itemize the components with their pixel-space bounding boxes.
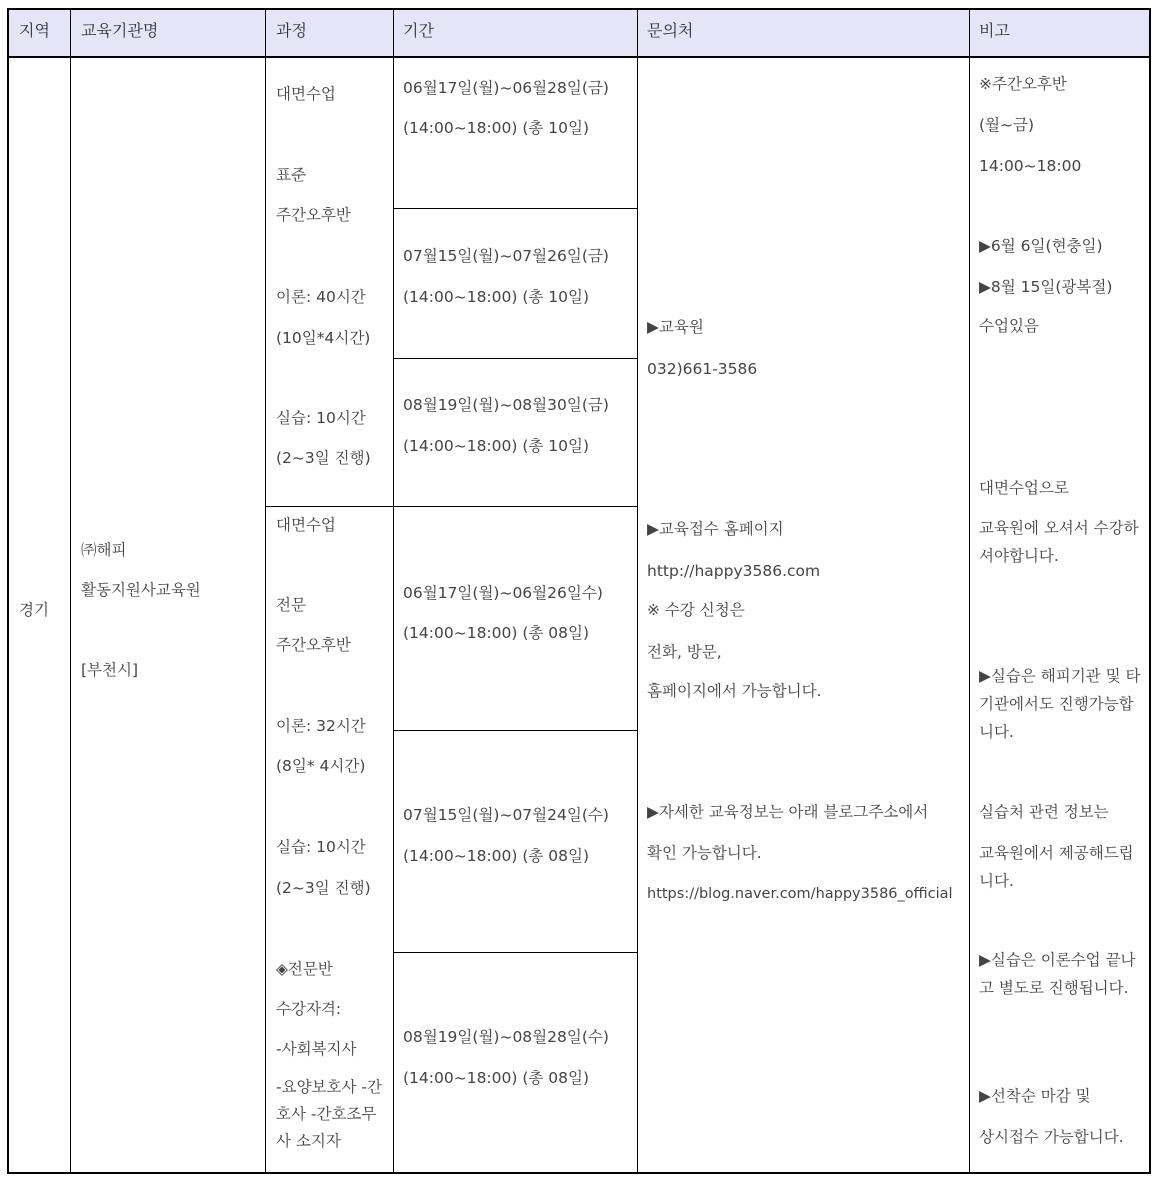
header-region: 지역 [19, 21, 50, 40]
column-divider [637, 10, 638, 1172]
course-line: 수강자격: [276, 1000, 342, 1018]
contact-line: 전화, 방문, [647, 643, 722, 661]
period-time: (14:00~18:00) (총 08일) [403, 1069, 590, 1087]
homepage-link[interactable]: http://happy3586.com [647, 562, 821, 580]
column-divider [393, 10, 394, 1172]
period-date: 06월17일(월)~06월28일(금) [403, 79, 609, 97]
note-line: 교육원에 오셔서 수강하셔야합니다. [979, 519, 1139, 565]
note-line: 14:00~18:00 [979, 157, 1082, 175]
period-time: (14:00~18:00) (총 10일) [403, 288, 590, 306]
course-line: -요양보호사 -간호사 -간호조무사 소지자 [276, 1078, 382, 1150]
header-period: 기간 [403, 21, 434, 40]
row-divider [393, 358, 638, 359]
period-time: (14:00~18:00) (총 10일) [403, 437, 590, 455]
course-line: -사회복지사 [276, 1040, 357, 1058]
region-cell: 경기 [19, 601, 49, 619]
course-line: 대면수업 [276, 85, 336, 103]
course-line: 대면수업 [276, 516, 336, 534]
note-line: ▶6월 6일(현충일) [979, 237, 1103, 255]
course-line: 이론: 32시간 [276, 717, 366, 735]
note-line: 상시접수 가능합니다. [979, 1128, 1124, 1146]
course-line: 실습: 10시간 [276, 838, 366, 856]
note-line: ▶선착순 마감 및 [979, 1087, 1091, 1105]
course-line: (2~3일 진행) [276, 449, 371, 467]
period-time: (14:00~18:00) (총 08일) [403, 624, 590, 642]
header-note: 비고 [979, 21, 1010, 40]
course-line: 주간오후반 [276, 206, 351, 224]
course-line: 표준 [276, 166, 306, 184]
period-time: (14:00~18:00) (총 08일) [403, 847, 590, 865]
course-line: ◈전문반 [276, 960, 333, 978]
row-divider [393, 730, 638, 731]
contact-line: ▶교육원 [647, 318, 704, 336]
contact-line: ▶자세한 교육정보는 아래 블로그주소에서 [647, 803, 929, 821]
note-line: 실습처 관련 정보는 [979, 803, 1109, 821]
row-divider [393, 208, 638, 209]
period-time: (14:00~18:00) (총 10일) [403, 119, 590, 137]
course-table [7, 8, 1151, 1174]
course-line: (8일* 4시간) [276, 757, 366, 775]
note-line: ▶실습은 이론수업 끝나고 별도로 진행됩니다. [979, 951, 1136, 997]
note-line: 대면수업으로 [979, 479, 1069, 497]
period-date: 07월15일(월)~07월24일(수) [403, 806, 609, 824]
column-divider [969, 10, 970, 1172]
contact-line: ▶교육접수 홈페이지 [647, 520, 784, 538]
institution-line: [부천시] [81, 661, 139, 679]
course-line: 실습: 10시간 [276, 409, 366, 427]
header-contact: 문의처 [647, 21, 694, 40]
row-divider [393, 952, 638, 953]
period-date: 08월19일(월)~08월28일(수) [403, 1028, 609, 1046]
institution-line: 활동지원사교육원 [81, 581, 201, 599]
institution-line: ㈜해피 [81, 541, 127, 559]
column-divider [70, 10, 71, 1172]
course-line: 주간오후반 [276, 636, 351, 654]
contact-phone: 032)661-3586 [647, 360, 758, 378]
column-divider [265, 10, 266, 1172]
period-date: 07월15일(월)~07월26일(금) [403, 247, 609, 265]
course-line: 이론: 40시간 [276, 288, 366, 306]
row-divider [393, 506, 638, 507]
note-line: 수업있음 [979, 317, 1039, 335]
header-institution: 교육기관명 [81, 21, 159, 40]
note-line: ▶실습은 해피기관 및 타기관에서도 진행가능합니다. [979, 667, 1141, 741]
note-line: 교육원에서 제공해드립니다. [979, 844, 1134, 890]
row-divider [265, 506, 394, 507]
note-line: ▶8월 15일(광복절) [979, 278, 1113, 296]
period-date: 06월17일(월)~06월26일수) [403, 584, 603, 602]
header-course: 과정 [276, 21, 307, 40]
course-line: 전문 [276, 596, 306, 614]
period-date: 08월19일(월)~08월30일(금) [403, 396, 609, 414]
course-line: (10일*4시간) [276, 329, 371, 347]
contact-line: 확인 가능합니다. [647, 844, 762, 862]
note-line: ※주간오후반 [979, 75, 1067, 93]
contact-line: ※ 수강 신청은 [647, 601, 745, 619]
course-line: (2~3일 진행) [276, 879, 371, 897]
contact-line: 홈페이지에서 가능합니다. [647, 682, 822, 700]
table-header-row [9, 10, 1149, 58]
blog-link[interactable]: https://blog.naver.com/happy3586_official [647, 886, 953, 902]
note-line: (월~금) [979, 116, 1035, 134]
